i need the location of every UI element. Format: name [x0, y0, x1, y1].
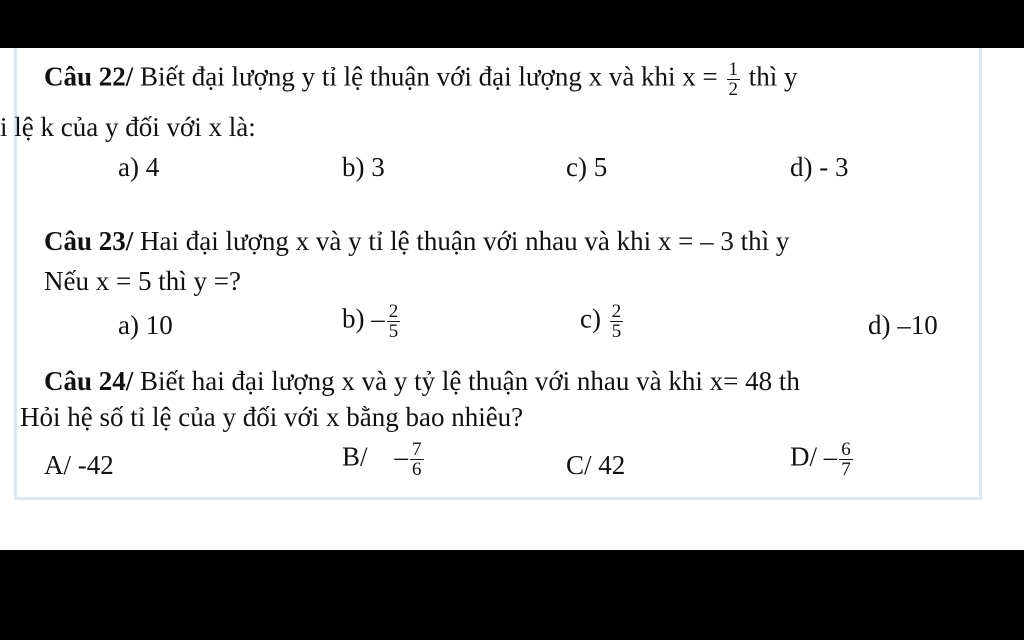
q23-text: Hai đại lượng x và y tỉ lệ thuận với nhau và khi x = – 3 thì y	[133, 226, 790, 256]
q23-option-c	[580, 302, 625, 341]
q23-line2: Nếu x = 5 thì y =?	[44, 266, 241, 296]
q24-option-b	[342, 440, 426, 479]
q22-line2: i lệ k của y đối với x là:	[0, 112, 256, 142]
q22-fraction	[727, 60, 741, 99]
q23-option-c-den: 5	[611, 321, 622, 342]
q24-option-b-prefix: B/	[342, 441, 368, 472]
q22-text-a: Biết đại lượng y tỉ lệ thuận với đại lượng x và khi x =	[133, 61, 725, 92]
q24-option-d-num: 6	[841, 439, 851, 460]
q24-line1	[44, 366, 800, 396]
q22-label: Câu 22/	[44, 61, 134, 92]
q23-option-a: a) 10	[118, 310, 173, 340]
q24-option-b-den: 6	[412, 459, 422, 480]
q24-label: Câu 24/	[44, 366, 134, 396]
q22-option-b: b) 3	[342, 152, 385, 182]
q23-option-c-prefix: c)	[580, 303, 601, 334]
q22-frac-den: 2	[728, 79, 739, 100]
q23-label: Câu 23/	[44, 226, 134, 256]
q24-option-b-num: 7	[412, 439, 422, 460]
q24-option-d	[790, 440, 855, 479]
q24-line2: Hỏi hệ số tỉ lệ của y đối với x bằng bao nhiêu?	[20, 402, 524, 432]
q24-option-b-fraction	[410, 440, 424, 479]
q24-option-b-sign: –	[394, 441, 409, 472]
q24-option-c: C/ 42	[566, 450, 626, 480]
q23-option-c-num: 2	[611, 301, 622, 322]
q22-text-b: thì y	[742, 61, 798, 92]
q23-option-d: d) –10	[868, 310, 938, 340]
q22-option-d: d) - 3	[790, 152, 849, 182]
q23-option-c-fraction	[610, 302, 624, 341]
q22-option-a: a) 4	[118, 152, 160, 182]
q22-line1	[44, 60, 798, 99]
q24-option-d-den: 7	[841, 459, 851, 480]
q23-option-b-prefix: b) –	[342, 303, 385, 334]
q24-text: Biết hai đại lượng x và y tỷ lệ thuận với nhau và khi x= 48 th	[133, 366, 800, 396]
q23-option-b-num: 2	[388, 301, 399, 322]
q22-frac-num: 1	[728, 59, 739, 80]
q22-option-c: c) 5	[566, 152, 608, 182]
q23-line1	[44, 226, 789, 256]
q23-option-b-fraction	[387, 302, 401, 341]
q23-option-b-den: 5	[388, 321, 399, 342]
q23-option-b	[342, 302, 402, 341]
q24-option-d-prefix: D/ –	[790, 441, 838, 472]
q24-option-d-fraction	[839, 440, 853, 479]
document-page	[0, 48, 1024, 550]
q24-option-a: A/ -42	[44, 450, 114, 480]
